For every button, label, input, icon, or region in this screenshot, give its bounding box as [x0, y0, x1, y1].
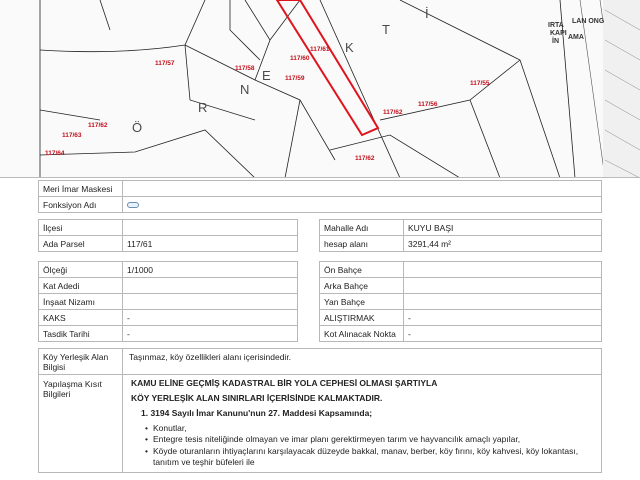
- insaat-value: [123, 294, 298, 310]
- list-item: • Köyde oturanların ihtiyaçlarını karşılayacak düzeyde bakkal, manav, berber, köy fırını, köy kahvesi, köy lokantası, tanıtım ve teşhir büfeleri ile: [153, 446, 595, 469]
- hesap-label: hesap alanı: [320, 236, 404, 252]
- ada-label: Ada Parsel: [39, 236, 123, 252]
- yapilasma-label: Yapılaşma Kısıt Bilgileri: [39, 375, 123, 473]
- parcel-label: 117/62: [383, 109, 403, 116]
- map-street-letter: E: [262, 68, 272, 83]
- list-item: • Entegre tesis niteliğinde olmayan ve imar planı gerektirmeyen tarım ve hayvancılık amaçlı yapılar,: [153, 434, 595, 446]
- map-corner-text: İN: [552, 38, 559, 45]
- mask-table: [38, 180, 602, 213]
- list-item: • Konutlar,: [153, 423, 595, 435]
- restriction-line-2: KÖY YERLEŞİK ALAN SINIRLARI İÇERİSİNDE KALMAKTADIR.: [131, 392, 383, 403]
- parcel-label: 117/57: [155, 60, 175, 67]
- meri-label: Meri İmar Maskesi: [39, 181, 123, 197]
- parcel-label: 117/55: [470, 80, 490, 87]
- selected-parcel-outline: [277, 0, 378, 135]
- map-street-letter: R: [198, 100, 209, 115]
- map-street-letter: İ: [425, 6, 430, 21]
- parcel-label: 117/62: [355, 155, 375, 162]
- parcel-map[interactable]: [0, 0, 640, 178]
- ilce-value: [123, 220, 298, 236]
- parcel-label: 117/60: [290, 55, 310, 62]
- map-street-letter: Ö: [132, 120, 144, 135]
- arka-bahce-label: Arka Bahçe: [320, 278, 404, 294]
- map-street-letter: T: [382, 22, 391, 37]
- mahalle-label: Mahalle Adı: [320, 220, 404, 236]
- tasdik-value: -: [123, 326, 298, 342]
- parcel-info-table: [38, 219, 602, 252]
- restriction-line-1: KAMU ELİNE GEÇMİŞ KADASTRAL BİR YOLA CEPHESİ OLMASI ŞARTIYLA: [131, 378, 438, 388]
- map-drawing: [0, 0, 640, 178]
- map-corner-text: IRTA: [548, 22, 564, 29]
- map-corner-text: AMA: [568, 34, 584, 41]
- alistirmak-value: -: [404, 310, 602, 326]
- map-street-letter: K: [345, 40, 355, 55]
- yan-bahce-value: [404, 294, 602, 310]
- ada-value: 117/61: [123, 236, 298, 252]
- insaat-label: İnşaat Nizamı: [39, 294, 123, 310]
- yan-bahce-label: Yan Bahçe: [320, 294, 404, 310]
- parcel-label: 117/64: [45, 150, 65, 157]
- koy-value: Taşınmaz, köy özellikleri alanı içerisindedir.: [123, 349, 602, 375]
- restriction-bullets: [129, 423, 595, 469]
- zoning-attributes-table: [38, 261, 602, 342]
- parcel-label: 117/59: [285, 75, 305, 82]
- parcel-label: 117/63: [62, 132, 82, 139]
- restriction-item-1: 1. 3194 Sayılı İmar Kanunu'nun 27. Maddesi Kapsamında;: [141, 408, 373, 418]
- olcegi-value: 1/1000: [123, 262, 298, 278]
- ilce-label: İlçesi: [39, 220, 123, 236]
- on-bahce-value: [404, 262, 602, 278]
- map-corner-text: KAPI: [550, 30, 567, 37]
- meri-value: [123, 181, 602, 197]
- olcegi-label: Ölçeği: [39, 262, 123, 278]
- kat-value: [123, 278, 298, 294]
- kat-label: Kat Adedi: [39, 278, 123, 294]
- fonksiyon-value: [123, 197, 602, 213]
- kot-label: Kot Alınacak Nokta: [320, 326, 404, 342]
- kaks-label: KAKS: [39, 310, 123, 326]
- parcel-label: 117/58: [235, 65, 255, 72]
- fonksiyon-label: Fonksiyon Adı: [39, 197, 123, 213]
- map-corner-text: LAN ONG: [572, 18, 605, 25]
- on-bahce-label: Ön Bahçe: [320, 262, 404, 278]
- parcel-label: 117/56: [418, 101, 438, 108]
- parcel-label: 117/62: [88, 122, 108, 129]
- koy-label: Köy Yerleşik Alan Bilgisi: [39, 349, 123, 375]
- function-color-chip: [127, 202, 139, 208]
- kot-value: -: [404, 326, 602, 342]
- arka-bahce-value: [404, 278, 602, 294]
- parcel-label-selected[interactable]: 117/61: [310, 46, 330, 53]
- hesap-value: 3291,44 m²: [404, 236, 602, 252]
- alistirmak-label: ALIŞTIRMAK: [320, 310, 404, 326]
- notes-table: [38, 348, 602, 473]
- mahalle-value: KUYU BAŞI: [404, 220, 602, 236]
- kaks-value: -: [123, 310, 298, 326]
- map-street-letter: N: [240, 82, 251, 97]
- tasdik-label: Tasdik Tarihi: [39, 326, 123, 342]
- yapilasma-value: [123, 375, 602, 473]
